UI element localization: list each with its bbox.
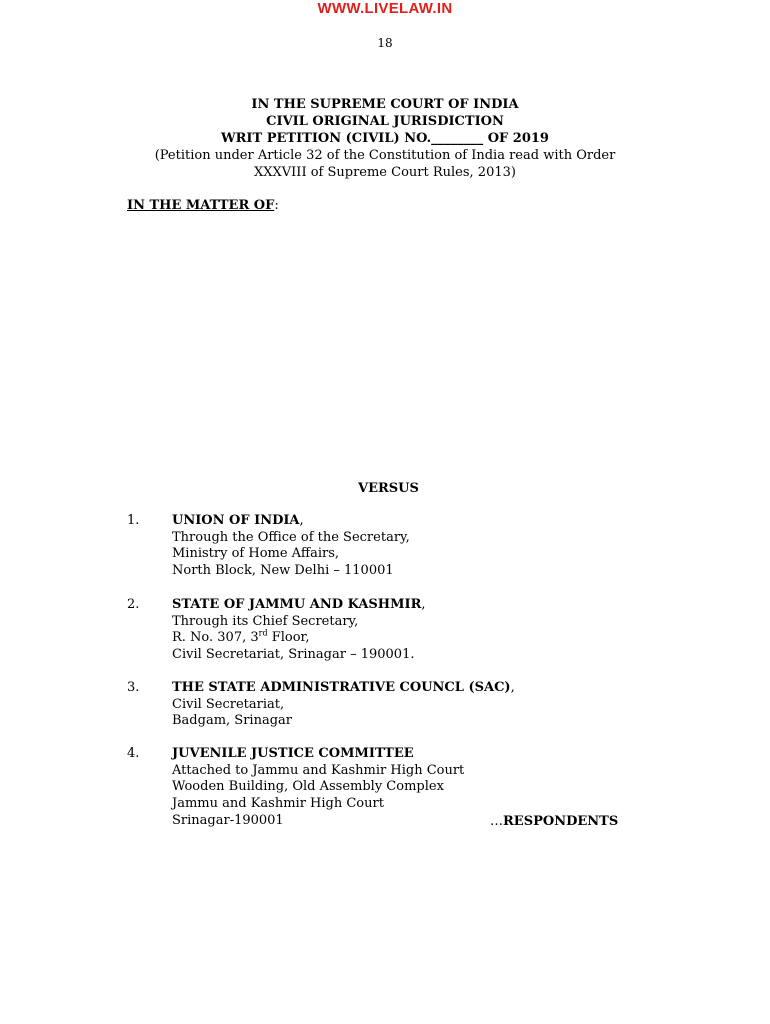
respondent-address-line: Jammu and Kashmir High Court bbox=[172, 796, 384, 812]
respondent-name: JUVENILE JUSTICE COMMITTEE bbox=[172, 746, 414, 761]
respondent-address-line: Civil Secretariat, bbox=[172, 696, 285, 712]
respondent-address-line: North Block, New Delhi – 110001 bbox=[172, 563, 394, 579]
respondent-address-line bbox=[172, 630, 426, 647]
respondent-number: 2. bbox=[127, 597, 140, 612]
respondent-number: 3. bbox=[127, 680, 140, 695]
petition-basis-line-2: XXXVIII of Supreme Court Rules, 2013) bbox=[254, 165, 516, 180]
respondent-address-line: Attached to Jammu and Kashmir High Court bbox=[172, 762, 465, 778]
petition-basis-line-1: (Petition under Article 32 of the Constitution of India read with Order bbox=[154, 148, 616, 163]
respondent-name: THE STATE ADMINISTRATIVE COUNCL (SAC) bbox=[172, 680, 511, 695]
respondent-address-line: Civil Secretariat, Srinagar – 190001. bbox=[172, 647, 415, 663]
versus-label: VERSUS bbox=[358, 481, 419, 496]
respondent-name: UNION OF INDIA bbox=[172, 513, 300, 528]
case-heading bbox=[0, 96, 770, 181]
respondent-address-line: Srinagar-190001 bbox=[172, 812, 284, 828]
respondent-name-suffix: , bbox=[421, 597, 426, 612]
court-name: IN THE SUPREME COURT OF INDIA bbox=[251, 97, 519, 112]
respondent-address-line: Through its Chief Secretary, bbox=[172, 613, 359, 629]
respondent-number: 4. bbox=[127, 746, 140, 761]
respondents-label bbox=[490, 813, 618, 830]
respondent-address-line: Wooden Building, Old Assembly Complex bbox=[172, 779, 444, 795]
address-text: R. No. 307, 3 bbox=[172, 630, 259, 646]
address-text: Floor, bbox=[267, 630, 310, 646]
in-the-matter-of bbox=[127, 197, 279, 214]
respondent-number: 1. bbox=[127, 513, 140, 528]
respondent-name-suffix: , bbox=[299, 513, 304, 528]
matter-colon: : bbox=[274, 198, 279, 213]
jurisdiction: CIVIL ORIGINAL JURISDICTION bbox=[266, 114, 504, 129]
respondent-name-suffix: , bbox=[510, 680, 515, 695]
matter-label: IN THE MATTER OF bbox=[127, 198, 275, 213]
watermark: WWW.LIVELAW.IN bbox=[317, 0, 453, 17]
page-number: 18 bbox=[377, 36, 393, 50]
respondent-address-line: Ministry of Home Affairs, bbox=[172, 546, 339, 562]
respondent-name: STATE OF JAMMU AND KASHMIR bbox=[172, 597, 422, 612]
ordinal-suffix: rd bbox=[258, 629, 268, 639]
respondent-address-line: Badgam, Srinagar bbox=[172, 713, 292, 729]
petition-number: WRIT PETITION (CIVIL) NO.________ OF 2019 bbox=[221, 131, 549, 146]
respondents-dots: … bbox=[490, 814, 503, 829]
respondent-address-line: Through the Office of the Secretary, bbox=[172, 529, 410, 545]
respondents-text: RESPONDENTS bbox=[503, 814, 619, 829]
